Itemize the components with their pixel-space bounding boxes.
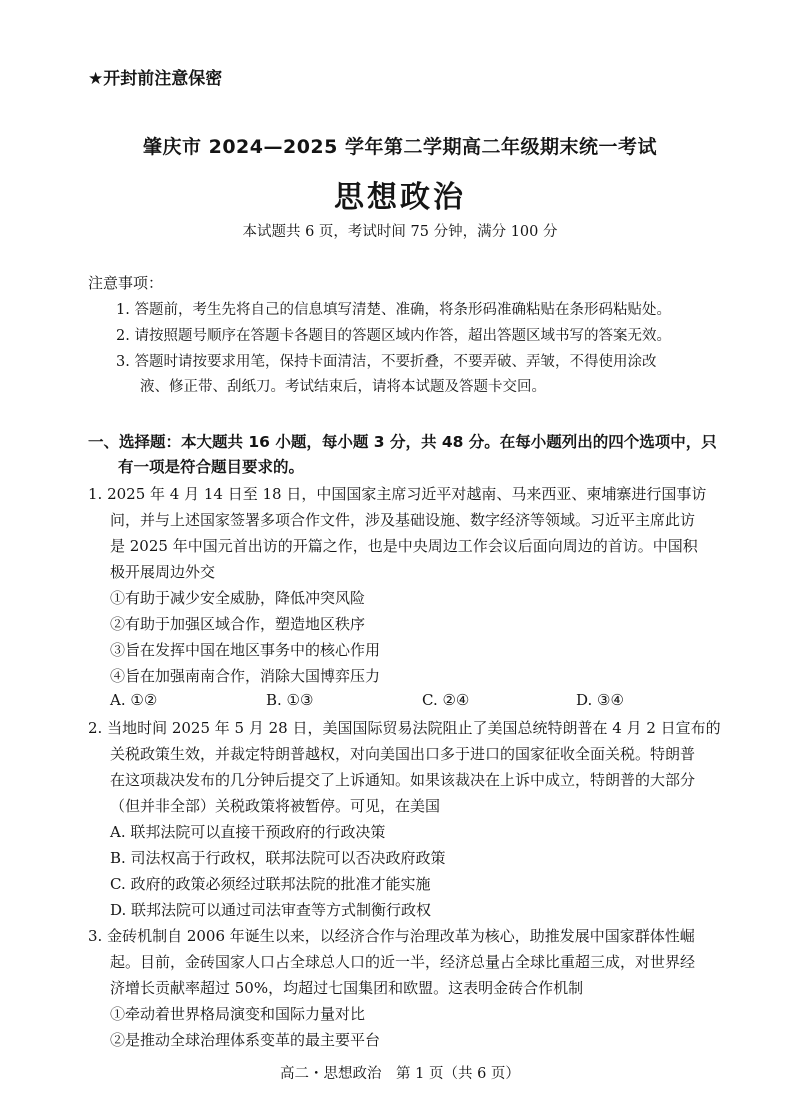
note-item: 液、修正带、刮纸刀。考试结束后，请将本试题及答题卡交回。 [140, 379, 546, 395]
page-footer: 高二・思想政治 第 1 页（共 6 页） [280, 1066, 520, 1082]
question-1-statement: ②有助于加强区域合作，塑造地区秩序 [110, 615, 366, 633]
section-heading: 一、选择题：本大题共 16 小题，每小题 3 分，共 48 分。在每小题列出的四个选项中，只 [88, 433, 717, 451]
question-2-option-d: D. 联邦法院可以通过司法审查等方式制衡行政权 [110, 901, 432, 919]
question-1-option-c: C. ②④ [422, 691, 470, 709]
exam-title: 肇庆市 2024—2025 学年第二学期高二年级期末统一考试 [143, 136, 657, 158]
note-item: 2. 请按照题号顺序在答题卡各题目的答题区域内作答，超出答题区域书写的答案无效。 [116, 328, 671, 344]
question-1-option-a: A. ①② [110, 691, 158, 709]
question-2-text: （但并非全部）关税政策将被暂停。可见，在美国 [110, 797, 441, 815]
question-3-text: 济增长贡献率超过 50%，均超过七国集团和欧盟。这表明金砖合作机制 [110, 979, 584, 997]
exam-info: 本试题共 6 页，考试时间 75 分钟，满分 100 分 [242, 224, 558, 240]
question-3-statement: ①牵动着世界格局演变和国际力量对比 [110, 1005, 366, 1023]
question-1-statement: ①有助于减少安全威胁，降低冲突风险 [110, 589, 366, 607]
question-2-option-a: A. 联邦法院可以直接干预政府的行政决策 [110, 823, 386, 841]
question-1-text: 极开展周边外交 [110, 563, 216, 581]
question-2-option-c: C. 政府的政策必须经过联邦法院的批准才能实施 [110, 875, 431, 893]
notes-title: 注意事项： [88, 274, 164, 292]
question-1-text: 1. 2025 年 4 月 14 日至 18 日，中国国家主席习近平对越南、马来西亚、柬埔寨进行国事访 [88, 485, 707, 503]
subject-title: 思想政治 [334, 180, 466, 215]
question-1-text: 问，并与上述国家签署多项合作文件，涉及基础设施、数字经济等领域。习近平主席此访 [110, 511, 696, 529]
question-1-statement: ③旨在发挥中国在地区事务中的核心作用 [110, 641, 381, 659]
confidential-notice: ★开封前注意保密 [88, 69, 223, 89]
question-1-option-d: D. ③④ [576, 691, 624, 709]
question-1-option-b: B. ①③ [266, 691, 314, 709]
section-heading: 有一项是符合题目要求的。 [118, 458, 305, 476]
question-2-text: 关税政策生效，并裁定特朗普越权，对向美国出口多于进口的国家征收全面关税。特朗普 [110, 745, 696, 763]
question-1-statement: ④旨在加强南南合作，消除大国博弈压力 [110, 667, 381, 685]
question-3-text: 起。目前，金砖国家人口占全球总人口的近一半，经济总量占全球比重超三成，对世界经 [110, 953, 696, 971]
question-1-text: 是 2025 年中国元首出访的开篇之作，也是中央周边工作会议后面向周边的首访。中国积 [110, 537, 698, 555]
question-2-text: 在这项裁决发布的几分钟后提交了上诉通知。如果该裁决在上诉中成立，特朗普的大部分 [110, 771, 696, 789]
question-3-statement: ②是推动全球治理体系变革的最主要平台 [110, 1031, 381, 1049]
question-3-text: 3. 金砖机制自 2006 年诞生以来，以经济合作与治理改革为核心，助推发展中国家群体性崛 [88, 927, 695, 945]
note-item: 3. 答题时请按要求用笔，保持卡面清洁，不要折叠，不要弄破、弄皱，不得使用涂改 [116, 354, 657, 370]
question-2-option-b: B. 司法权高于行政权，联邦法院可以否决政府政策 [110, 849, 446, 867]
question-2-text: 2. 当地时间 2025 年 5 月 28 日，美国国际贸易法院阻止了美国总统特朗普在 4 月 2 日宣布的 [88, 719, 721, 737]
note-item: 1. 答题前，考生先将自己的信息填写清楚、准确，将条形码准确粘贴在条形码粘贴处。 [116, 302, 671, 318]
